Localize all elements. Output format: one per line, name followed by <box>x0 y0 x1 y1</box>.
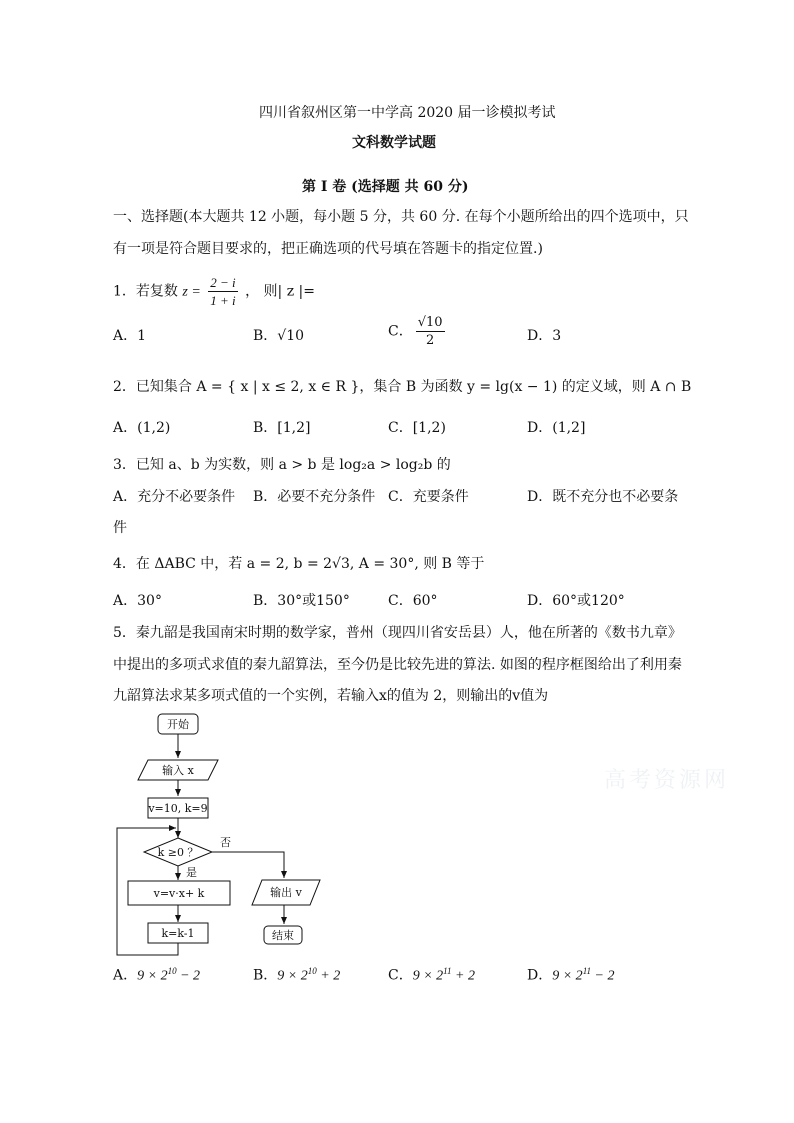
option-label: C． <box>388 489 413 505</box>
option-text: 既不充分也不必要条 <box>552 489 679 505</box>
option-text: [1,2) <box>412 420 446 436</box>
instructions-line-2: 有一项是符合题目要求的，把正确选项的代号填在答题卡的指定位置.) <box>113 241 543 257</box>
option-exponent: 10 <box>167 966 177 976</box>
fraction-denominator: 2 <box>425 333 435 348</box>
option-label: B． <box>253 593 278 609</box>
option-tail: + 2 <box>451 968 475 984</box>
option-text: 充分不必要条件 <box>137 489 236 505</box>
option-base: 9 × 2 <box>137 968 168 984</box>
flowchart-end-label: 结束 <box>272 929 294 942</box>
option-label: A． <box>113 593 138 609</box>
fraction-denominator: 1 + i <box>210 293 236 308</box>
flowchart-no-arrow <box>212 852 284 878</box>
option-label: C． <box>388 420 413 436</box>
option-text: √10 <box>277 328 305 344</box>
option-base: 9 × 2 <box>552 968 583 984</box>
question-number: 3． <box>113 457 136 473</box>
question-4-text: 在 ΔABC 中，若 a = 2, b = 2√3, A = 30°, 则 B 等于 <box>135 556 485 572</box>
fraction-numerator: √10 <box>417 315 443 330</box>
question-number: 1． <box>113 283 136 300</box>
option-exponent: 11 <box>582 966 592 976</box>
option-text: 1 <box>137 328 147 344</box>
option-tail: + 2 <box>316 968 341 984</box>
option-text: 30° <box>137 593 162 609</box>
option-label: A． <box>113 328 138 344</box>
instructions-line-1: 一、选择题(本大题共 12 小题，每小题 5 分，共 60 分. 在每个小题所给出的四个选项中，只 <box>113 209 689 225</box>
question-5-option-c <box>388 967 475 984</box>
question-5-line-3: 九韶算法求某多项式值的一个实例，若输入x的值为 2，则输出的v值为 <box>113 688 549 704</box>
option-base: 9 × 2 <box>277 968 308 984</box>
option-text: 必要不充分条件 <box>277 489 376 505</box>
option-text: 3 <box>552 328 562 344</box>
question-5-option-d <box>527 967 614 984</box>
option-label: A． <box>113 489 138 505</box>
option-label: C． <box>388 323 413 340</box>
watermark: 高考资源网 <box>604 768 730 793</box>
option-text: (1,2) <box>137 420 171 436</box>
flowchart-no-label: 否 <box>220 836 231 849</box>
question-1-prefix: 若复数 <box>135 283 178 300</box>
question-1-suffix: ， 则| z |= <box>245 283 315 300</box>
question-5-line-2: 中提出的多项式求值的秦九韶算法，至今仍是比较先进的算法. 如图的程序框图给出了利用秦 <box>113 657 682 673</box>
option-label: B． <box>253 420 278 436</box>
option-tail: − 2 <box>591 968 615 984</box>
flowchart-update-v-label: v=v·x+ k <box>153 887 205 900</box>
option-text: 充要条件 <box>412 489 469 505</box>
option-label: B． <box>253 489 278 505</box>
flowchart-init-label: v=10, k=9 <box>148 802 208 815</box>
flowchart-output-label: 输出 v <box>270 886 302 899</box>
question-5-option-a <box>113 967 200 984</box>
option-label: D． <box>527 593 553 609</box>
school-title: 四川省叙州区第一中学高 2020 届一诊模拟考试 <box>259 105 556 121</box>
question-5-text-1: 秦九韶是我国南宋时期的数学家，普州（现四川省安岳县）人，他在所著的《数书九章》 <box>135 625 682 641</box>
question-number: 4． <box>113 556 136 572</box>
option-label: A． <box>113 967 138 984</box>
flowchart-condition-label: k ≥0 ？ <box>157 846 199 859</box>
part-title: 第 I 卷 (选择题 共 60 分) <box>302 179 469 195</box>
option-text: 60° <box>412 593 438 609</box>
question-1-formula-lhs: z = <box>182 284 201 300</box>
option-exponent: 11 <box>443 966 452 976</box>
question-3-wrap: 件 <box>113 520 127 536</box>
option-label: A． <box>113 420 138 436</box>
option-label: D． <box>527 489 553 505</box>
question-2-text: 已知集合 A = { x | x ≤ 2, x ∈ R }，集合 B 为函数 y = lg(x − 1) 的定义域，则 A ∩ B <box>135 379 692 395</box>
option-label: C． <box>388 593 413 609</box>
option-text: 30°或150° <box>277 593 350 609</box>
question-number: 5． <box>113 625 136 641</box>
question-5-option-b <box>253 967 340 984</box>
flowchart-start-label: 开始 <box>167 718 189 731</box>
flowchart-update-k-label: k=k-1 <box>161 927 195 940</box>
option-label: D． <box>527 967 553 984</box>
question-number: 2． <box>113 379 136 395</box>
option-label: B． <box>253 328 278 344</box>
option-tail: − 2 <box>176 968 201 984</box>
option-text: [1,2] <box>277 420 311 436</box>
subject-title: 文科数学试题 <box>352 135 436 151</box>
flowchart-input-label: 输入 x <box>162 764 194 777</box>
option-label: B． <box>253 967 278 984</box>
option-label: C． <box>388 967 413 984</box>
fraction-numerator: 2 − i <box>210 275 236 290</box>
question-3-text: 已知 a、b 为实数，则 a > b 是 log₂a > log₂b 的 <box>135 457 451 473</box>
option-text: (1,2] <box>552 420 586 436</box>
option-label: D． <box>527 328 553 344</box>
flowchart-yes-label: 是 <box>186 866 197 879</box>
option-label: D． <box>527 420 553 436</box>
option-base: 9 × 2 <box>412 968 444 984</box>
option-text: 60°或120° <box>552 593 625 609</box>
option-exponent: 10 <box>307 966 317 976</box>
